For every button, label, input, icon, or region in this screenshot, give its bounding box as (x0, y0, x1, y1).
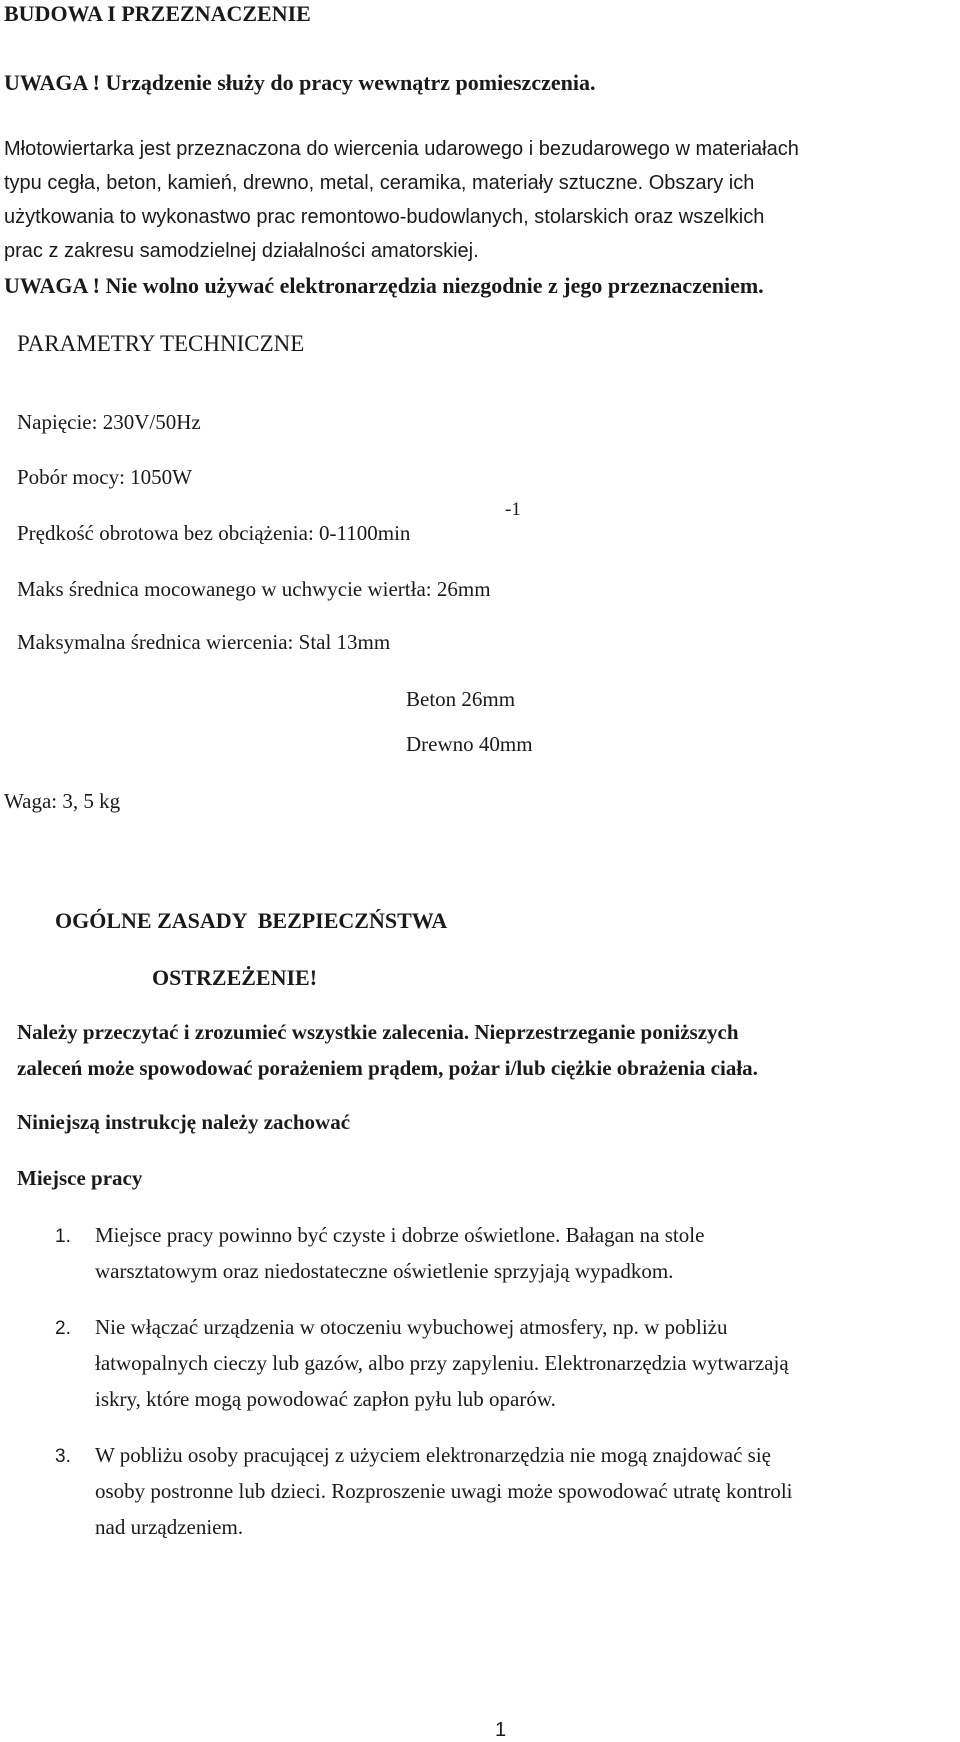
list-item-2-number: 2. (55, 1318, 71, 1339)
list-item-2-line-1: Nie włączać urządzenia w otoczeniu wybuchowej atmosfery, np. w pobliżu (95, 1315, 728, 1339)
paragraph-line-4: prac z zakresu samodzielnej działalności amatorskiej. (4, 240, 479, 262)
list-item-2-line-2: łatwopalnych cieczy lub gazów, albo przy zapyleniu. Elektronarzędzia wytwarzają (95, 1351, 789, 1375)
section-heading-budowa: BUDOWA I PRZEZNACZENIE (4, 1, 311, 26)
param-speed-exponent: -1 (505, 499, 521, 520)
section-heading-parametry: PARAMETRY TECHNICZNE (17, 331, 305, 356)
list-item-3-line-3: nad urządzeniem. (95, 1515, 244, 1539)
param-voltage: Napięcie: 230V/50Hz (17, 410, 201, 434)
list-item-1-number: 1. (55, 1226, 71, 1247)
paragraph-line-1: Młotowiertarka jest przeznaczona do wiercenia udarowego i bezudarowego w materiałach (4, 138, 799, 160)
list-item-1-line-2: warsztatowym oraz niedostateczne oświetlenie sprzyjają wypadkom. (95, 1259, 674, 1283)
safety-intro-line-2: zaleceń może spowodować porażeniem prądem, pożar i/lub ciężkie obrażenia ciała. (17, 1056, 758, 1080)
paragraph-line-2: typu cegła, beton, kamień, drewno, metal, ceramika, materiały sztuczne. Obszary ich (4, 172, 755, 194)
workplace-heading: Miejsce pracy (17, 1166, 143, 1190)
param-speed (17, 521, 410, 546)
warning-indoor-use: UWAGA ! Urządzenie służy do pracy wewnątrz pomieszczenia. (4, 70, 596, 95)
list-item-3-line-2: osoby postronne lub dzieci. Rozproszenie uwagi może spowodować utratę kontroli (95, 1479, 793, 1503)
page-number: 1 (495, 1719, 507, 1741)
param-weight: Waga: 3, 5 kg (4, 789, 121, 813)
param-drill-steel: Maksymalna średnica wiercenia: Stal 13mm (17, 630, 391, 654)
list-item-3-line-1: W pobliżu osoby pracującej z użyciem elektronarzędzia nie mogą znajdować się (95, 1443, 771, 1467)
warning-intended-use: UWAGA ! Nie wolno używać elektronarzędzia niezgodnie z jego przeznaczeniem. (4, 273, 764, 298)
list-item-1-line-1: Miejsce pracy powinno być czyste i dobrze oświetlone. Bałagan na stole (95, 1223, 705, 1247)
param-power: Pobór mocy: 1050W (17, 465, 192, 489)
paragraph-line-3: użytkowania to wykonastwo prac remontowo-budowlanych, stolarskich oraz wszelkich (4, 206, 765, 228)
list-item-2-line-3: iskry, które mogą powodować zapłon pyłu lub oparów. (95, 1387, 556, 1411)
safety-keep-instructions: Niniejszą instrukcję należy zachować (17, 1110, 351, 1134)
param-drill-wood: Drewno 40mm (406, 732, 533, 756)
param-drill-concrete: Beton 26mm (406, 687, 516, 711)
section-heading-safety: OGÓLNE ZASADY BEZPIECZŃSTWA (55, 908, 448, 933)
param-speed-text: Prędkość obrotowa bez obciążenia: 0-1100min (17, 521, 411, 545)
list-item-3-number: 3. (55, 1446, 71, 1467)
safety-intro-line-1: Należy przeczytać i zrozumieć wszystkie zalecenia. Nieprzestrzeganie poniższych (17, 1020, 739, 1044)
safety-warning: OSTRZEŻENIE! (152, 965, 318, 990)
param-chuck: Maks średnica mocowanego w uchwycie wiertła: 26mm (17, 577, 491, 601)
